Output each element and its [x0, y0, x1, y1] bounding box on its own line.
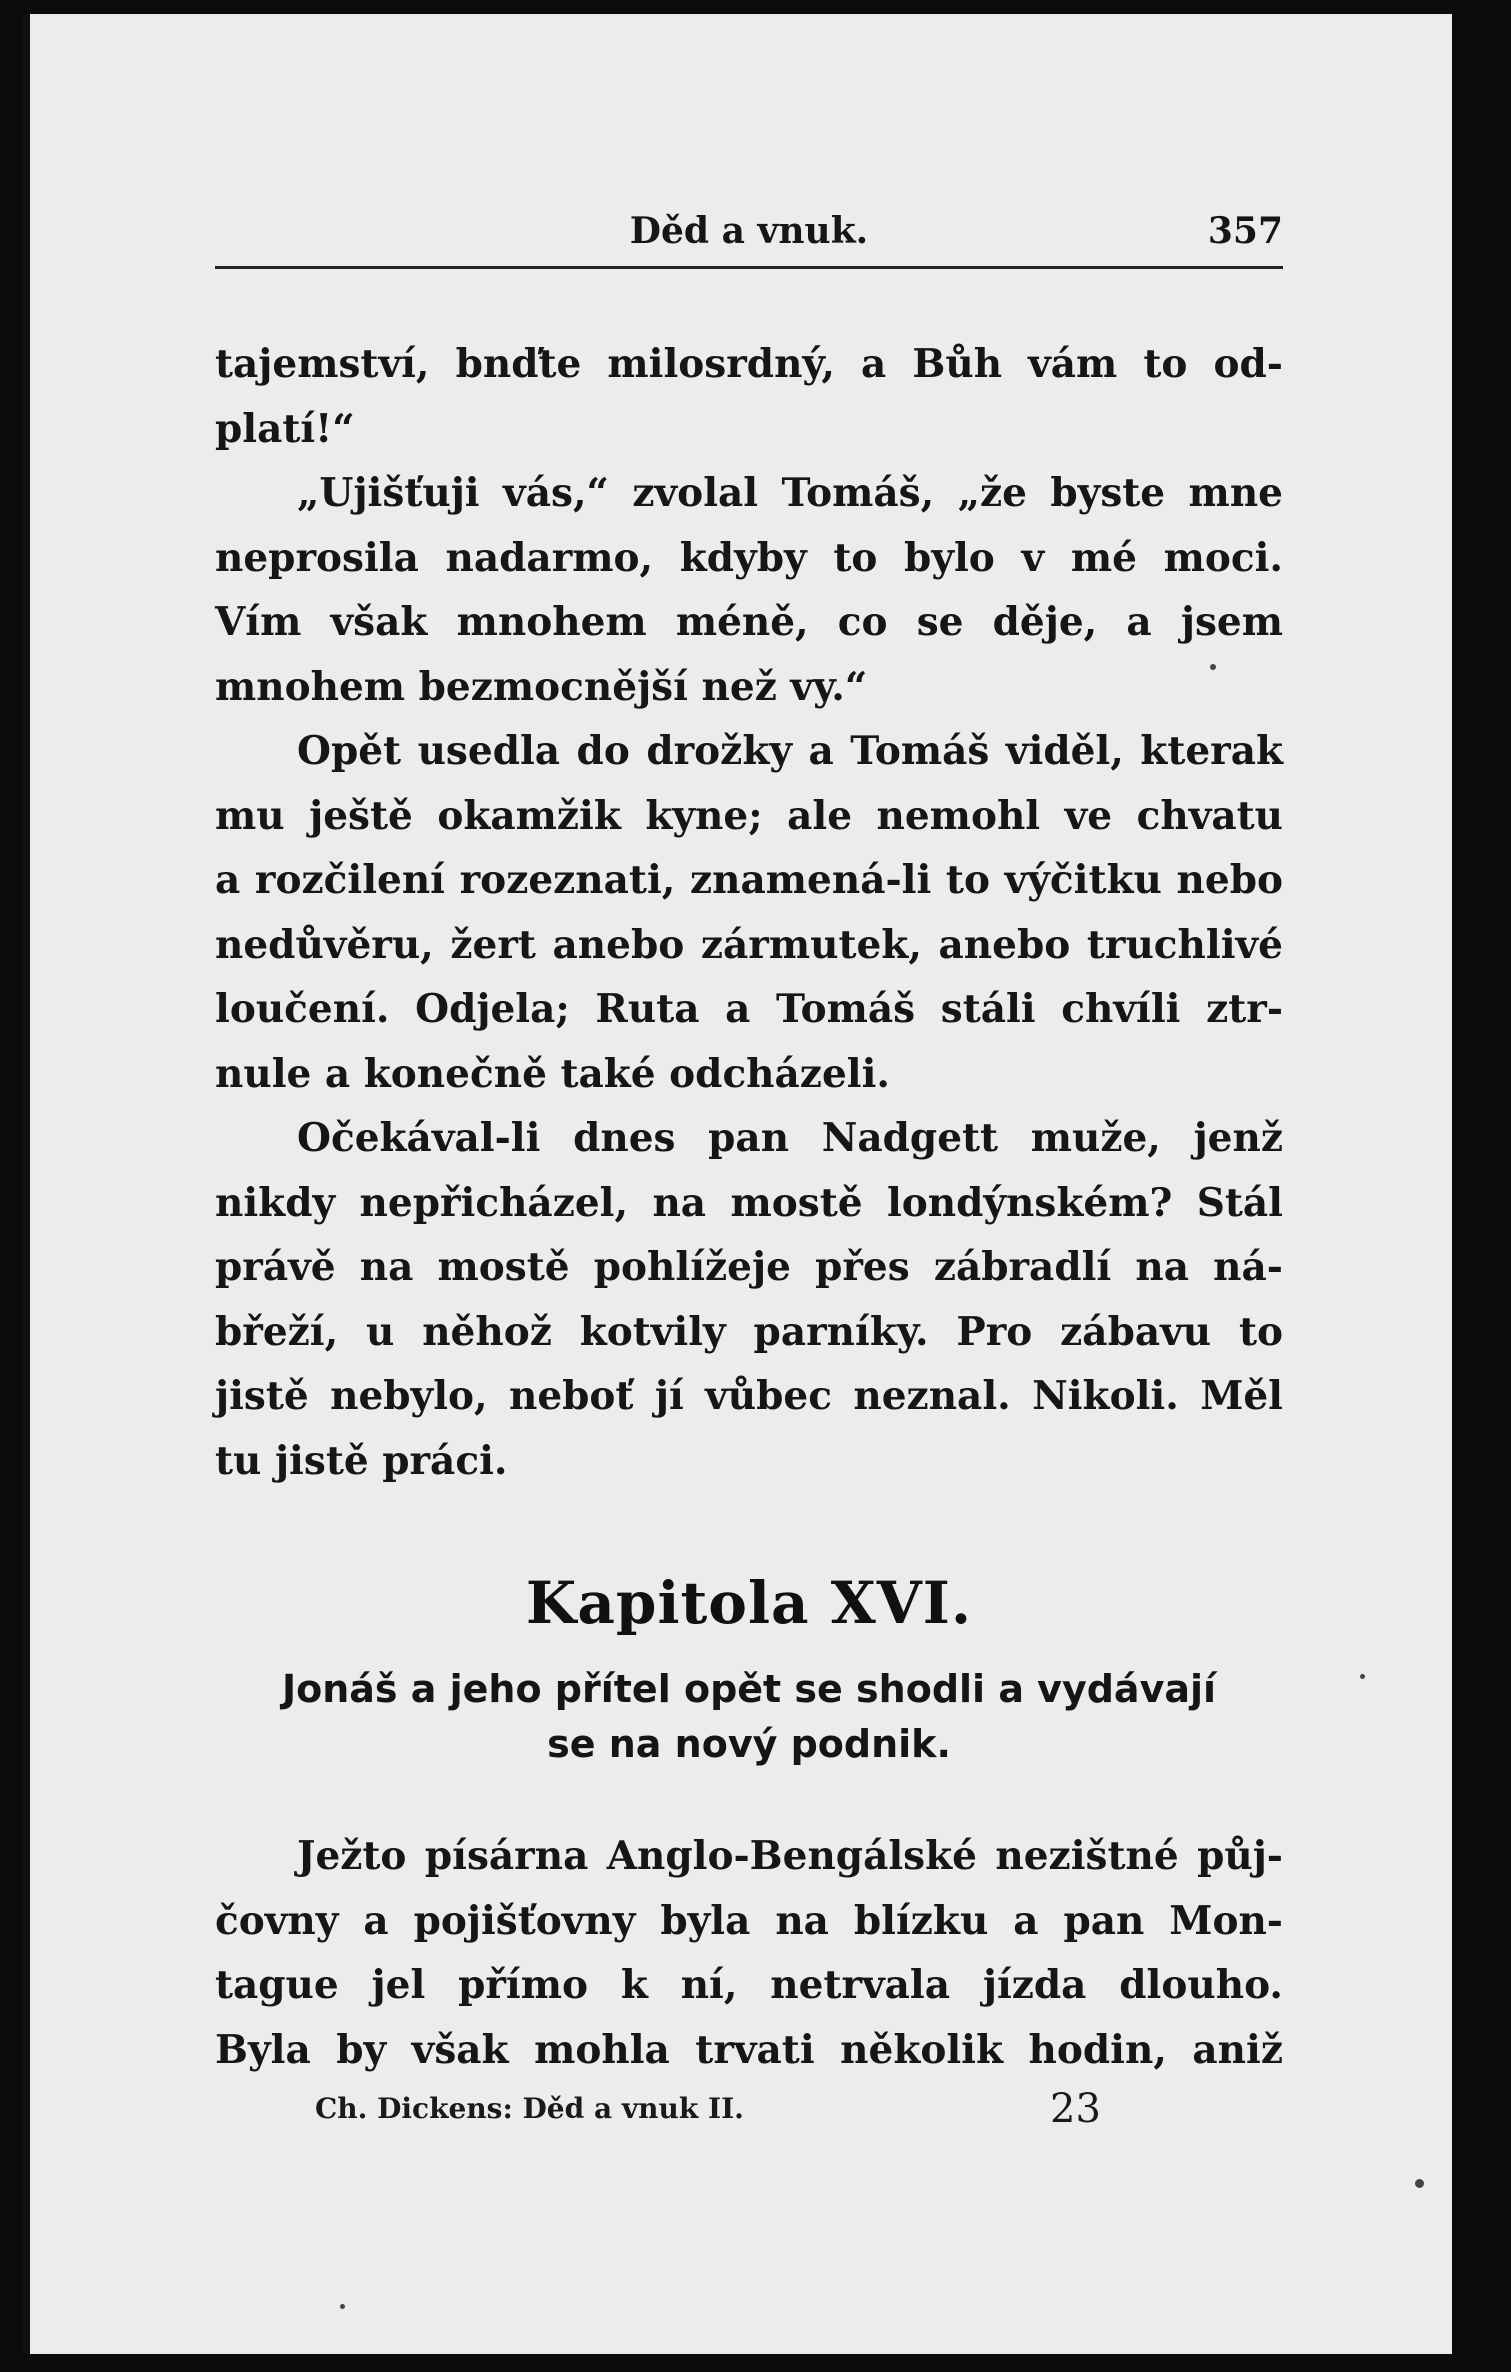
- chapter-subtitle: [215, 1662, 1283, 1772]
- running-title: Děd a vnuk.: [629, 210, 869, 252]
- text-line: loučení. Odjela; Ruta a Tomáš stáli chvíli ztr-: [215, 986, 1283, 1032]
- text-block-1: [215, 332, 1283, 1493]
- text-line: Očekával-li dnes pan Nadgett muže, jenž: [297, 1115, 1283, 1161]
- paper-speck: [340, 2304, 345, 2309]
- chapter-subtitle-line: se na nový podnik.: [547, 1722, 951, 1766]
- text-line: právě na mostě pohlížeje přes zábradlí na ná-: [215, 1244, 1283, 1290]
- text-line: jistě nebylo, neboť jí vůbec neznal. Nikoli. Měl: [215, 1373, 1283, 1419]
- text-line: Ježto písárna Anglo-Bengálské nezištné půj-: [297, 1833, 1283, 1879]
- text-line: mu ještě okamžik kyne; ale nemohl ve chvatu: [215, 792, 1283, 839]
- printer-signature: Ch. Dickens: Děd a vnuk II.: [315, 2092, 744, 2125]
- chapter-title: Kapitola XVI.: [525, 1569, 973, 1637]
- text-line: neprosila nadarmo, kdyby to bylo v mé moci.: [215, 534, 1283, 581]
- text-line: čovny a pojišťovny byla na blízku a pan Mon-: [215, 1897, 1283, 1944]
- text-line: tajemství, bnďte milosrdný, a Bůh vám to od-: [215, 341, 1283, 387]
- text-line: platí!“: [215, 405, 355, 452]
- text-line: „Ujišťuji vás,“ zvolal Tomáš, „že byste mne: [297, 470, 1283, 516]
- text-line: nikdy nepřicházel, na mostě londýnském? Stál: [215, 1179, 1283, 1226]
- text-line: mnohem bezmocnější než vy.“: [215, 663, 868, 710]
- text-line: Byla by však mohla trvati několik hodin, aniž: [215, 2026, 1283, 2073]
- paper-speck: [1360, 1674, 1365, 1679]
- text-line: Opět usedla do drožky a Tomáš viděl, kterak: [297, 728, 1283, 774]
- page-number: 357: [1207, 210, 1283, 252]
- text-line: břeží, u něhož kotvily parníky. Pro zábavu to: [215, 1308, 1283, 1355]
- text-line: tague jel přímo k ní, netrvala jízda dlouho.: [215, 1962, 1283, 2008]
- running-head: [215, 204, 1283, 269]
- text-line: nule a konečně také odcházeli.: [215, 1050, 890, 1097]
- paper-speck: [1210, 664, 1216, 670]
- signature-number: 23: [1050, 2086, 1101, 2132]
- text-line: tu jistě práci.: [215, 1437, 508, 1484]
- book-page: [22, 14, 1452, 2354]
- text-block-2: [215, 1824, 1283, 2082]
- chapter-subtitle-line: Jonáš a jeho přítel opět se shodli a vydávají: [281, 1667, 1217, 1711]
- paper-speck: [1415, 2179, 1424, 2188]
- text-line: Vím však mnohem méně, co se děje, a jsem: [215, 599, 1283, 645]
- text-line: nedůvěru, žert anebo zármutek, anebo truchlivé: [215, 921, 1283, 968]
- text-line: a rozčilení rozeznati, znamená-li to výčitku nebo: [215, 857, 1283, 903]
